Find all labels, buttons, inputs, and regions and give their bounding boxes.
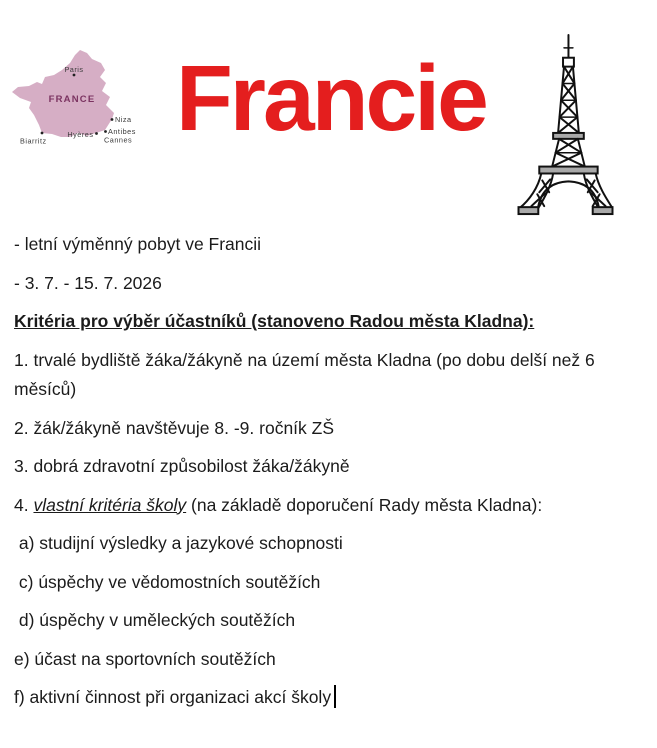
antibes-dot — [104, 130, 107, 133]
text-run: - 3. 7. - 15. 7. 2026 — [14, 272, 162, 293]
paragraph — [14, 491, 645, 521]
paragraph — [14, 414, 645, 444]
paragraph — [14, 529, 645, 559]
document-body[interactable] — [14, 230, 645, 722]
hyeres-dot — [95, 132, 98, 135]
france-map-icon[interactable] — [8, 42, 150, 146]
text-run: 2. žák/žákyně navštěvuje 8. -9. ročník ZŠ — [14, 417, 335, 438]
paragraph — [14, 568, 645, 598]
text-run: (na základě doporučení Rady města Kladna): — [186, 494, 543, 515]
text-run: 3. dobrá zdravotní způsobilost žáka/žákyně — [14, 456, 350, 476]
eiffel-tower-icon[interactable] — [513, 32, 618, 220]
map-label-cannes: Cannes — [104, 135, 133, 145]
paragraph — [14, 346, 645, 405]
niza-dot — [111, 118, 114, 121]
paragraph — [14, 307, 645, 337]
page-title: Francie — [176, 46, 486, 150]
map-label-niza: Niza — [115, 115, 132, 124]
paragraph — [14, 683, 645, 713]
paragraph — [14, 606, 645, 636]
text-run: a) studijní výsledky a jazykové schopnosti — [14, 533, 343, 553]
paris-dot — [73, 74, 76, 77]
map-label-paris: Paris — [64, 65, 84, 74]
text-run: f) aktivní činnost při organizaci akcí školy — [14, 687, 332, 707]
paragraph — [14, 645, 645, 675]
map-label-biarritz: Biarritz — [20, 136, 47, 146]
text-run: d) úspěchy v uměleckých soutěžích — [14, 610, 296, 630]
text-run: měsíců) — [14, 379, 77, 399]
map-label-antibes: Antibes — [108, 127, 136, 136]
biarritz-dot — [41, 132, 44, 135]
map-label-country: FRANCE — [48, 94, 96, 105]
text-run: Kritéria pro výběr účastníků (stanoveno Radou města Kladna): — [14, 311, 535, 331]
paragraph — [14, 230, 645, 260]
text-run: vlastní kritéria školy — [33, 494, 187, 515]
text-run: - letní výměnný pobyt ve Francii — [14, 234, 262, 254]
paragraph — [14, 269, 645, 299]
text-cursor — [334, 685, 336, 708]
text-run: 1. trvalé bydliště žáka/žákyně na území města Kladna (po dobu delší než 6 — [14, 349, 595, 370]
map-label-hyeres: Hyères — [67, 130, 94, 139]
text-run: e) účast na sportovních soutěžích — [14, 648, 276, 669]
text-run: 4. — [14, 494, 34, 515]
text-run: c) úspěchy ve vědomostních soutěžích — [14, 571, 321, 592]
paragraph — [14, 452, 645, 482]
